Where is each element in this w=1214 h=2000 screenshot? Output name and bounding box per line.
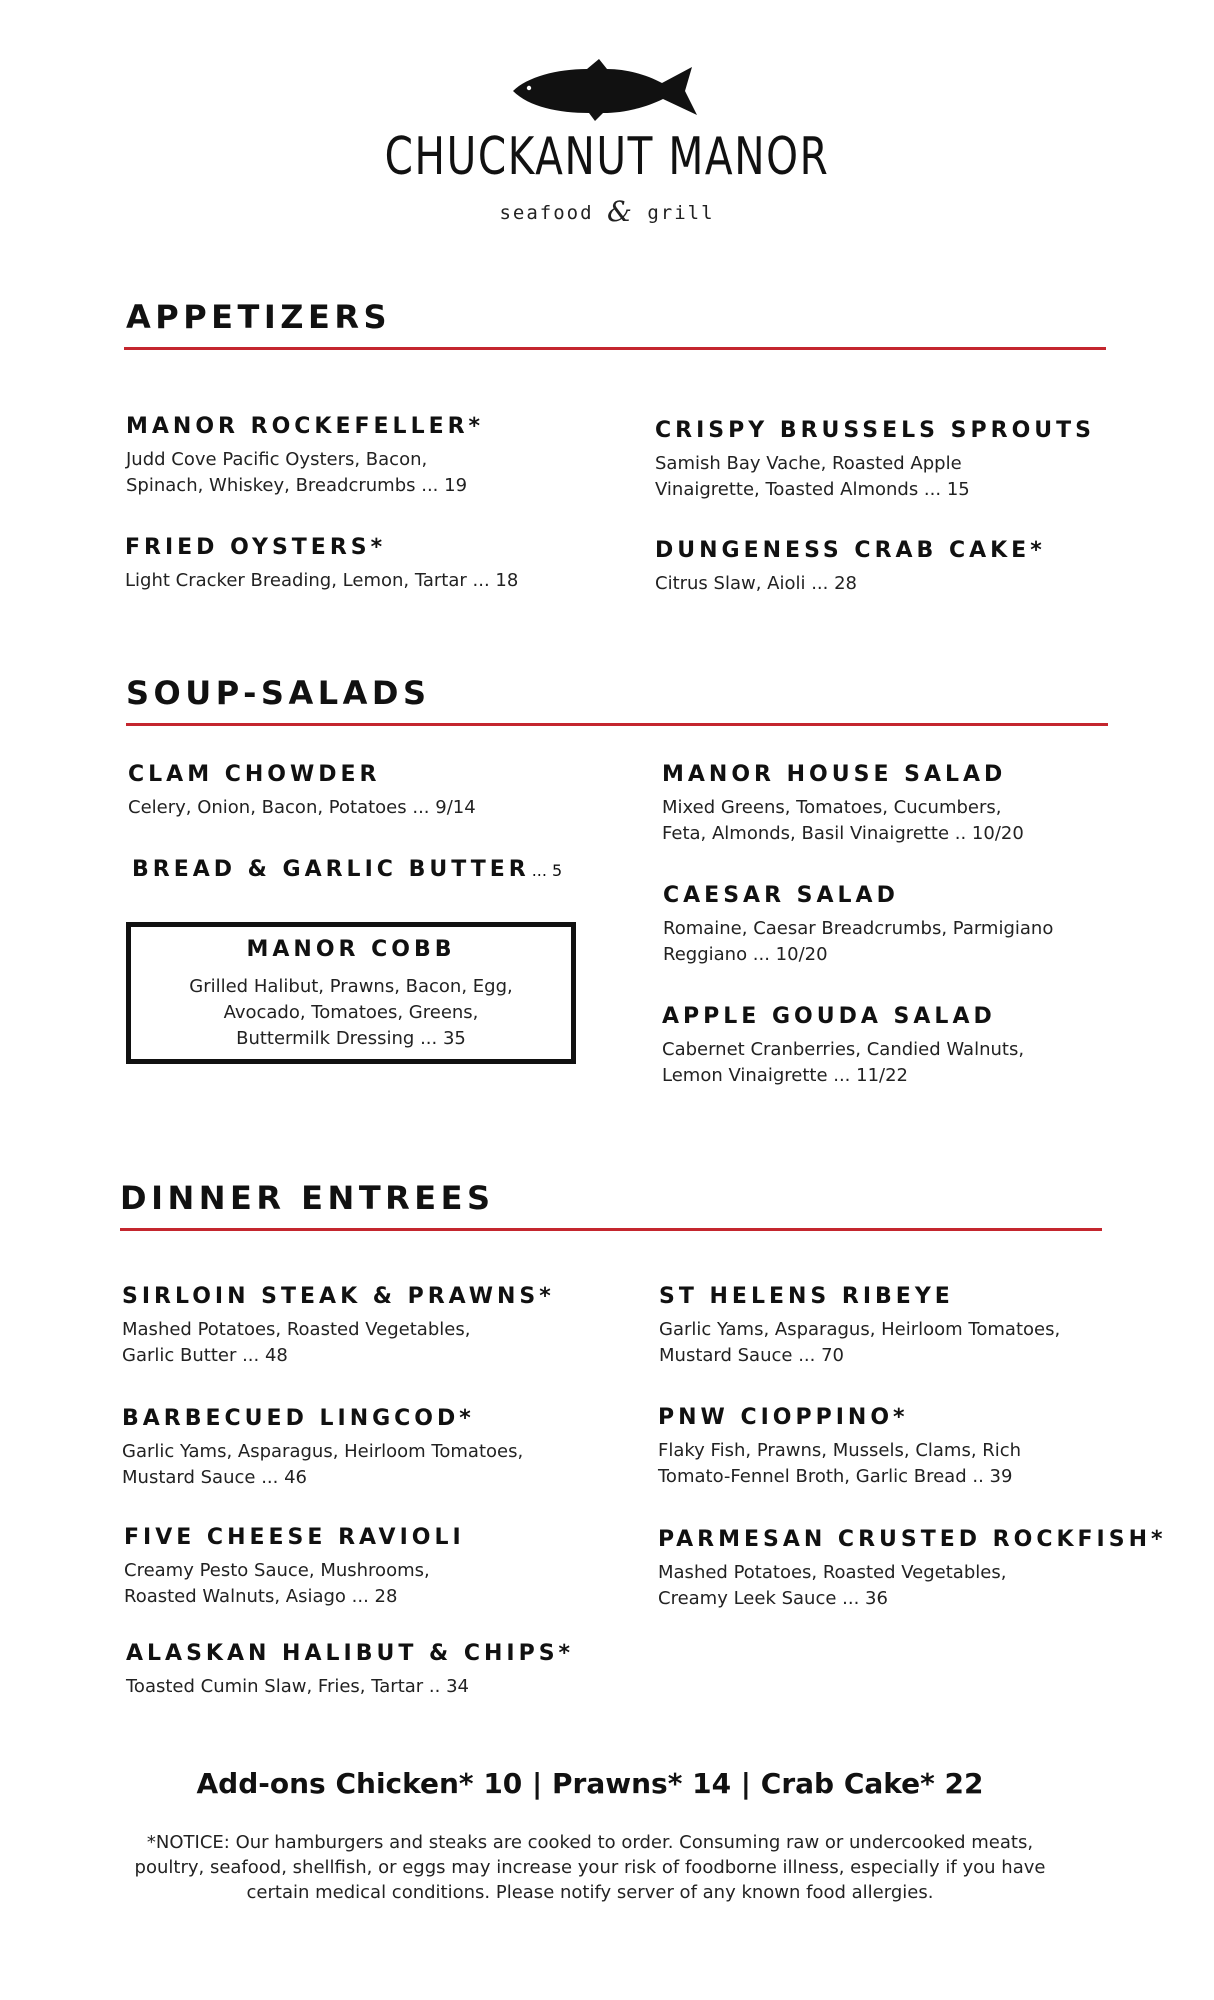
brand-tagline [0,195,1214,228]
item-description [658,1438,1021,1490]
item-name: PNW CIOPPINO* [658,1405,909,1430]
brand-name: CHUCKANUT MANOR [384,127,830,187]
item-description [128,795,476,821]
item-desc-line: Lemon Vinaigrette ... 11/22 [662,1065,908,1086]
item-desc-line: Creamy Leek Sauce ... 36 [658,1588,888,1609]
menu-item [658,1405,1021,1490]
notice-line: poultry, seafood, shellfish, or eggs may increase your risk of foodborne illness, especially if you have [134,1857,1046,1878]
restaurant-logo [0,55,1214,228]
item-description [658,1560,1167,1612]
item-desc-line: Garlic Yams, Asparagus, Heirloom Tomatoes, [659,1319,1061,1340]
item-desc-line: Flaky Fish, Prawns, Mussels, Clams, Rich [658,1440,1022,1461]
featured-item-box [126,922,576,1064]
item-name: ALASKAN HALIBUT & CHIPS* [126,1641,575,1666]
item-name: MANOR HOUSE SALAD [662,762,1007,787]
menu-item [126,1641,574,1700]
item-desc-line: Spinach, Whiskey, Breadcrumbs ... 19 [126,475,468,496]
item-desc-line: Avocado, Tomatoes, Greens, [223,1002,479,1023]
item-name: MANOR COBB [246,937,456,962]
item-description [131,974,571,1052]
item-name: ST HELENS RIBEYE [659,1284,954,1309]
menu-item [128,762,476,821]
item-desc-line: Roasted Walnuts, Asiago ... 28 [124,1586,398,1607]
item-name: CRISPY BRUSSELS SPROUTS [655,418,1095,443]
section-rule-appetizers [124,347,1106,350]
item-desc-line: Reggiano ... 10/20 [663,944,828,965]
item-description [663,916,1053,968]
menu-item [662,762,1024,847]
fish-icon [507,55,707,127]
item-desc-line: Creamy Pesto Sauce, Mushrooms, [124,1560,430,1581]
item-desc-line: Citrus Slaw, Aioli ... 28 [655,573,857,594]
item-name: FRIED OYSTERS* [125,535,387,560]
menu-item [662,1004,1024,1089]
item-name-text: BREAD & GARLIC BUTTER [132,857,530,882]
menu-item [125,535,518,594]
menu-item [659,1284,1060,1369]
item-desc-line: Tomato-Fennel Broth, Garlic Bread .. 39 [658,1466,1013,1487]
item-desc-line: Light Cracker Breading, Lemon, Tartar ... 18 [125,570,519,591]
menu-item [658,1527,1167,1612]
addons-line: Add-ons Chicken* 10 | Prawns* 14 | Crab Cake* 22 [196,1767,984,1800]
item-desc-line: Grilled Halibut, Prawns, Bacon, Egg, [189,976,513,997]
item-desc-line: Mustard Sauce ... 46 [122,1467,307,1488]
menu-item [126,414,484,499]
section-title-soup-salads: SOUP-SALADS [126,674,431,712]
notice-line: *NOTICE: Our hamburgers and steaks are cooked to order. Consuming raw or undercooked meats, [146,1832,1034,1853]
item-desc-line: Garlic Butter ... 48 [122,1345,288,1366]
item-name: CAESAR SALAD [663,883,899,908]
item-desc-line: Vinaigrette, Toasted Almonds ... 15 [655,479,970,500]
tagline-ampersand: & [606,195,634,228]
notice-line: certain medical conditions. Please notify server of any known food allergies. [246,1882,934,1903]
section-rule-soup-salads [126,723,1108,726]
item-name: CLAM CHOWDER [128,762,381,787]
item-name: SIRLOIN STEAK & PRAWNS* [122,1284,555,1309]
item-description [662,1037,1024,1089]
item-desc-line: Mustard Sauce ... 70 [659,1345,844,1366]
item-description [124,1558,465,1610]
item-desc-line: Mixed Greens, Tomatoes, Cucumbers, [662,797,1002,818]
item-desc-line: Samish Bay Vache, Roasted Apple [655,453,962,474]
allergy-notice [120,1830,1060,1905]
item-description [655,571,1046,597]
menu-item [122,1284,555,1369]
item-name: FIVE CHEESE RAVIOLI [124,1525,465,1550]
item-desc-line: Mashed Potatoes, Roasted Vegetables, [122,1319,471,1340]
menu-item [663,883,1053,968]
item-description [126,447,484,499]
item-name: APPLE GOUDA SALAD [662,1004,996,1029]
item-desc-line: Cabernet Cranberries, Candied Walnuts, [662,1039,1025,1060]
item-desc-line: Garlic Yams, Asparagus, Heirloom Tomatoes, [122,1441,524,1462]
menu-item [124,1525,465,1610]
section-title-dinner-entrees: DINNER ENTREES [120,1179,495,1217]
menu-item [655,418,1095,503]
item-name [132,857,562,882]
item-desc-line: Toasted Cumin Slaw, Fries, Tartar .. 34 [126,1676,469,1697]
item-name: MANOR ROCKEFELLER* [126,414,485,439]
item-price: ... 5 [531,861,563,880]
item-desc-line: Celery, Onion, Bacon, Potatoes ... 9/14 [128,797,476,818]
section-title-appetizers: APPETIZERS [126,298,392,336]
tagline-grill: grill [647,202,715,224]
item-description [662,795,1024,847]
item-description [122,1439,523,1491]
tagline-seafood: seafood [499,202,594,224]
item-description [659,1317,1060,1369]
menu-item [655,538,1046,597]
item-name: BARBECUED LINGCOD* [122,1406,475,1431]
item-desc-line: Feta, Almonds, Basil Vinaigrette .. 10/20 [662,823,1024,844]
menu-item [132,857,562,882]
item-description [125,568,518,594]
item-description [126,1674,574,1700]
section-rule-dinner-entrees [120,1228,1102,1231]
item-name: DUNGENESS CRAB CAKE* [655,538,1046,563]
item-name: PARMESAN CRUSTED ROCKFISH* [658,1527,1167,1552]
menu-item [122,1406,523,1491]
item-desc-line: Judd Cove Pacific Oysters, Bacon, [126,449,428,470]
item-description [122,1317,555,1369]
item-desc-line: Buttermilk Dressing ... 35 [236,1028,466,1049]
item-description [655,451,1095,503]
item-desc-line: Mashed Potatoes, Roasted Vegetables, [658,1562,1007,1583]
item-desc-line: Romaine, Caesar Breadcrumbs, Parmigiano [663,918,1054,939]
